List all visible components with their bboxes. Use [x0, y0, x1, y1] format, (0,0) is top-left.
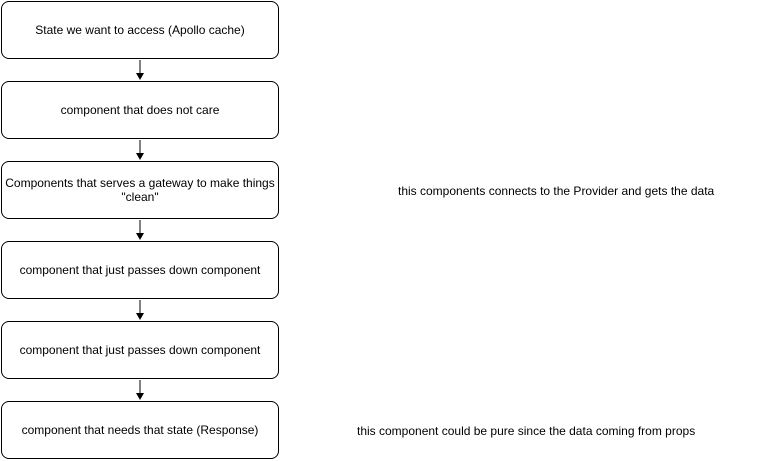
arrowhead-icon	[136, 313, 144, 320]
node-label: component that needs that state (Response)	[21, 423, 259, 437]
edge-does-not-care-to-gateway	[136, 140, 144, 160]
node-label: Components that serves a gateway to make things "clean"	[5, 176, 275, 204]
node-label: component that just passes down component	[19, 263, 261, 277]
node-passes-down-1[interactable]	[1, 241, 279, 299]
node-label: State we want to access (Apollo cache)	[35, 23, 245, 37]
node-label: component that does not care	[60, 103, 220, 117]
edge-state-to-does-not-care	[136, 60, 144, 80]
arrowhead-icon	[136, 393, 144, 400]
edge-gateway-to-passes-down-1	[136, 220, 144, 240]
edge-passes-down-1-to-passes-down-2	[136, 300, 144, 320]
node-passes-down-2[interactable]	[1, 321, 279, 379]
node-needs-state[interactable]	[1, 401, 279, 459]
pure-component-annotation: this component could be pure since the data coming from props	[357, 424, 696, 438]
node-gateway[interactable]	[1, 161, 279, 219]
gateway-annotation: this components connects to the Provider and gets the data	[398, 184, 715, 198]
node-label: component that just passes down component	[19, 343, 261, 357]
arrowhead-icon	[136, 153, 144, 160]
node-does-not-care[interactable]	[1, 81, 279, 139]
node-state-apollo-cache[interactable]	[1, 1, 279, 59]
edge-passes-down-2-to-needs-state	[136, 380, 144, 400]
arrowhead-icon	[136, 233, 144, 240]
arrowhead-icon	[136, 73, 144, 80]
